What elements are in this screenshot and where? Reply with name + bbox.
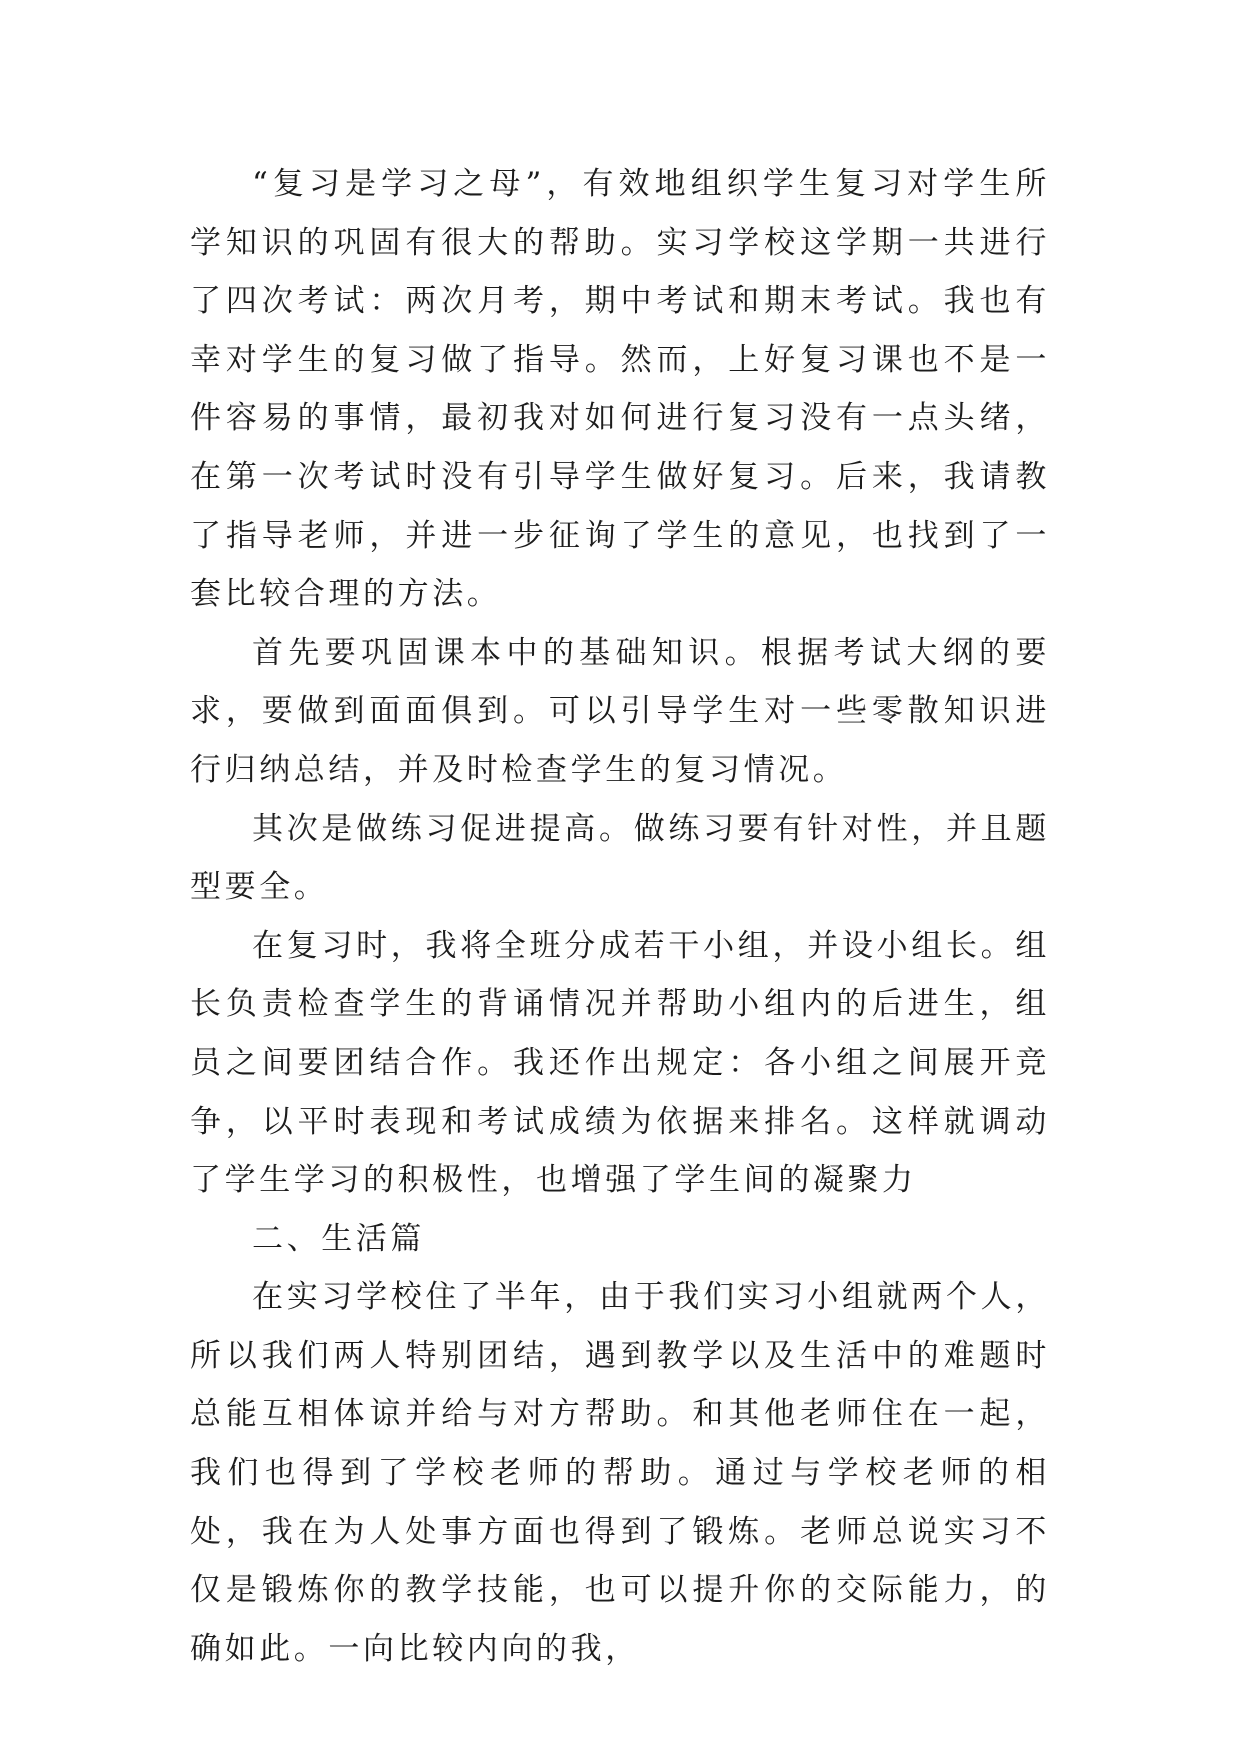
paragraph-practice: 其次是做练习促进提高。做练习要有针对性，并且题型要全。 bbox=[190, 810, 1050, 906]
section-heading-life: 二、生活篇 bbox=[252, 1220, 425, 1257]
document-body bbox=[190, 155, 1050, 1678]
paragraph-groups: 在复习时，我将全班分成若干小组，并设小组长。组长负责检查学生的背诵情况并帮助小组内的后进生，组员之间要团结合作。我还作出规定：各小组之间展开竞争，以平时表现和考试成绩为依据来排名。这样就调动了学生学习的积极性，也增强了学生间的凝聚力 bbox=[190, 927, 1050, 1199]
paragraph-basics: 首先要巩固课本中的基础知识。根据考试大纲的要求，要做到面面俱到。可以引导学生对一些零散知识进行归纳总结，并及时检查学生的复习情况。 bbox=[190, 634, 1050, 788]
paragraph-review-intro: “复习是学习之母”，有效地组织学生复习对学生所学知识的巩固有很大的帮助。实习学校这学期一共进行了四次考试：两次月考，期中考试和期末考试。我也有幸对学生的复习做了指导。然而，上好复习课也不是一件容易的事情，最初我对如何进行复习没有一点头绪，在第一次考试时没有引导学生做好复习。后来，我请教了指导老师，并进一步征询了学生的意见，也找到了一套比较合理的方法。 bbox=[190, 166, 1050, 613]
paragraph-life: 在实习学校住了半年，由于我们实习小组就两个人，所以我们两人特别团结，遇到教学以及生活中的难题时总能互相体谅并给与对方帮助。和其他老师住在一起，我们也得到了学校老师的帮助。通过与学校老师的相处，我在为人处事方面也得到了锻炼。老师总说实习不仅是锻炼你的教学技能，也可以提升你的交际能力，的确如此。一向比较内向的我， bbox=[190, 1279, 1050, 1667]
